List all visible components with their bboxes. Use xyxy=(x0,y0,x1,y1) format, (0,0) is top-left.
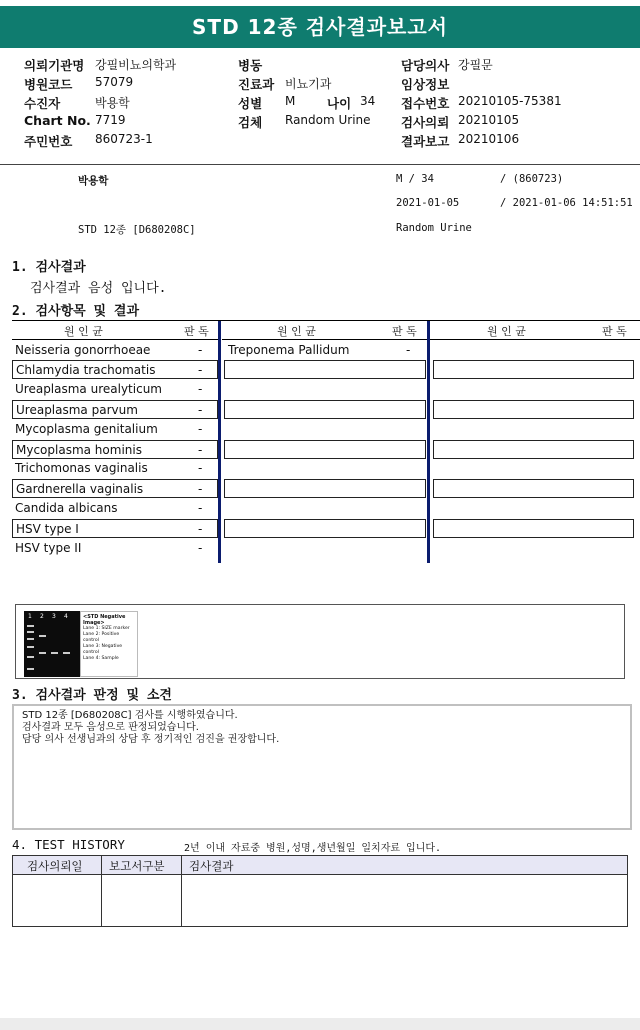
summary-sex-age: M / 34 xyxy=(396,173,434,185)
grid-header-col2 xyxy=(222,321,427,340)
table-row xyxy=(224,341,426,360)
dept-label: 진료과 xyxy=(238,77,275,92)
rrn-label: 주민번호 xyxy=(24,134,73,149)
table-row xyxy=(12,459,218,478)
summary-test: STD 12종 [D680208C] xyxy=(78,224,196,236)
section-4-title: 4. TEST HISTORY xyxy=(12,837,125,852)
organism-name: HSV type II xyxy=(15,541,82,555)
examinee-label: 수진자 xyxy=(24,96,61,111)
examinee-value: 박용학 xyxy=(95,96,130,110)
header-result: 판 독 xyxy=(184,325,209,338)
dept-value: 비뇨기과 xyxy=(285,77,332,91)
gel-band xyxy=(27,668,34,670)
section-1-text: 검사결과 음성 입니다. xyxy=(30,281,167,296)
table-row xyxy=(12,420,218,439)
institution-value: 강필비뇨의학과 xyxy=(95,58,177,72)
receipt-value: 20210105-75381 xyxy=(458,94,562,108)
header-result: 판 독 xyxy=(392,325,417,338)
header-organism: 원 인 균 xyxy=(487,325,526,338)
empty-row xyxy=(433,519,634,538)
lane-label: 1 xyxy=(28,613,32,620)
empty-row xyxy=(433,400,634,419)
organism-result: - xyxy=(198,343,203,357)
opinion-line: 검사결과 모두 음성으로 판정되었습니다. xyxy=(22,722,199,733)
opinion-box xyxy=(12,704,632,830)
code-label: 병원코드 xyxy=(24,77,73,92)
grid-header-col3 xyxy=(430,321,640,340)
table-row xyxy=(12,499,218,518)
organism-result: - xyxy=(198,482,203,496)
table-row xyxy=(12,400,218,419)
chart-value: 7719 xyxy=(95,113,126,127)
report-title: STD 12종 검사결과보고서 xyxy=(0,6,640,48)
lane-label: 3 xyxy=(52,613,56,620)
table-row xyxy=(12,519,218,538)
info-row-3 xyxy=(0,94,640,113)
gel-band xyxy=(27,646,34,648)
organism-name: Trichomonas vaginalis xyxy=(15,461,148,475)
gel-legend-item: Lane 4: Sample xyxy=(83,656,119,661)
organism-name: Neisseria gonorrhoeae xyxy=(15,343,151,357)
gel-legend-item: Lane 2: Positive control xyxy=(83,632,120,643)
summary-birth: / (860723) xyxy=(500,173,564,185)
organism-name: Candida albicans xyxy=(15,501,118,515)
lane-label: 2 xyxy=(40,613,44,620)
section-3-title: 3. 검사결과 판정 및 소견 xyxy=(12,688,172,703)
history-col-divider xyxy=(101,856,102,926)
organism-name: Ureaplasma parvum xyxy=(16,403,138,417)
doctor-label: 담당의사 xyxy=(401,58,450,73)
history-note: 2년 이내 자료중 병원,성명,생년월일 일치자료 입니다. xyxy=(184,843,442,854)
opinion-line: STD 12종 [D680208C] 검사를 시행하였습니다. xyxy=(22,710,238,721)
institution-label: 의뢰기관명 xyxy=(24,58,85,73)
request-label: 검사의뢰 xyxy=(401,115,450,130)
request-value: 20210105 xyxy=(458,113,520,127)
clinical-label: 임상정보 xyxy=(401,77,450,92)
gel-band xyxy=(27,625,34,627)
gel-band xyxy=(39,652,46,654)
history-table xyxy=(12,855,628,927)
doctor-value: 강필문 xyxy=(458,58,493,72)
sex-value: M xyxy=(285,94,296,108)
grid-header-col1 xyxy=(12,321,219,340)
ward-label: 병동 xyxy=(238,58,263,73)
summary-request-date: 2021-01-05 xyxy=(396,197,460,209)
organism-name: Mycoplasma genitalium xyxy=(15,422,158,436)
organism-name: Treponema Pallidum xyxy=(228,343,350,357)
report-label: 결과보고 xyxy=(401,134,450,149)
header-result: 판 독 xyxy=(602,325,627,338)
summary-specimen: Random Urine xyxy=(396,222,472,234)
gel-electrophoresis-image xyxy=(24,611,80,677)
gel-image-box xyxy=(15,604,625,679)
organism-name: Chlamydia trachomatis xyxy=(16,363,156,377)
info-row-2 xyxy=(0,75,640,94)
table-row xyxy=(12,380,218,399)
header-organism: 원 인 균 xyxy=(64,325,103,338)
summary-name: 박용학 xyxy=(78,175,109,187)
organism-result: - xyxy=(198,382,203,396)
receipt-label: 접수번호 xyxy=(401,96,450,111)
organism-name: Mycoplasma hominis xyxy=(16,443,142,457)
report-value: 20210106 xyxy=(458,132,520,146)
empty-row xyxy=(224,400,426,419)
header-organism: 원 인 균 xyxy=(277,325,316,338)
table-row xyxy=(12,360,218,379)
gel-band xyxy=(27,631,34,633)
gel-legend-item: Lane 1: SIZE marker xyxy=(83,626,130,631)
table-row xyxy=(12,479,218,498)
column-divider xyxy=(427,321,430,563)
table-row xyxy=(12,341,218,360)
empty-row xyxy=(224,519,426,538)
organism-result: - xyxy=(198,461,203,475)
gel-band xyxy=(39,635,46,637)
gel-legend-item: Lane 3: Negative control xyxy=(83,644,123,655)
section-1-title: 1. 검사결과 xyxy=(12,260,86,275)
organism-result: - xyxy=(198,501,203,515)
history-col-result: 검사결과 xyxy=(189,859,234,873)
age-label: 나이 xyxy=(327,96,352,111)
organism-result: - xyxy=(198,363,203,377)
code-value: 57079 xyxy=(95,75,134,89)
footer-band xyxy=(0,1018,640,1030)
column-divider xyxy=(218,321,221,563)
rrn-value: 860723-1 xyxy=(95,132,153,146)
organism-result: - xyxy=(198,422,203,436)
empty-row xyxy=(224,360,426,379)
age-value: 34 xyxy=(360,94,376,108)
specimen-value: Random Urine xyxy=(285,113,371,127)
organism-result: - xyxy=(198,443,203,457)
organism-result: - xyxy=(198,403,203,417)
organism-name: Ureaplasma urealyticum xyxy=(15,382,162,396)
history-col-report-type: 보고서구분 xyxy=(109,859,165,873)
opinion-line: 담당 의사 선생님과의 상담 후 정기적인 검진을 권장합니다. xyxy=(22,734,280,745)
gel-band xyxy=(27,638,34,640)
gel-legend xyxy=(80,611,138,677)
history-col-request-date: 검사의뢰일 xyxy=(27,859,83,873)
empty-row xyxy=(224,440,426,459)
organism-result: - xyxy=(406,343,411,357)
info-row-1 xyxy=(0,56,640,75)
info-row-5 xyxy=(0,132,640,151)
table-row xyxy=(12,440,218,459)
organism-result: - xyxy=(198,522,203,536)
chart-label: Chart No. xyxy=(24,113,91,128)
gel-legend-title: <STD Negative Image> xyxy=(83,614,126,626)
table-row xyxy=(12,539,218,558)
organism-result: - xyxy=(198,541,203,555)
empty-row xyxy=(433,440,634,459)
info-row-4 xyxy=(0,113,640,132)
gel-band xyxy=(27,656,34,658)
section-2-title: 2. 검사항목 및 결과 xyxy=(12,304,140,319)
lane-label: 4 xyxy=(64,613,68,620)
organism-name: HSV type I xyxy=(16,522,79,536)
summary-report-datetime: / 2021-01-06 14:51:51 xyxy=(500,197,633,209)
organism-name: Gardnerella vaginalis xyxy=(16,482,144,496)
history-header xyxy=(13,856,627,875)
empty-row xyxy=(224,479,426,498)
empty-row xyxy=(433,360,634,379)
empty-row xyxy=(433,479,634,498)
sex-label: 성별 xyxy=(238,96,263,111)
gel-band xyxy=(51,652,58,654)
history-col-divider xyxy=(181,856,182,926)
info-divider xyxy=(0,164,640,165)
gel-band xyxy=(63,652,70,654)
specimen-label: 검체 xyxy=(238,115,263,130)
